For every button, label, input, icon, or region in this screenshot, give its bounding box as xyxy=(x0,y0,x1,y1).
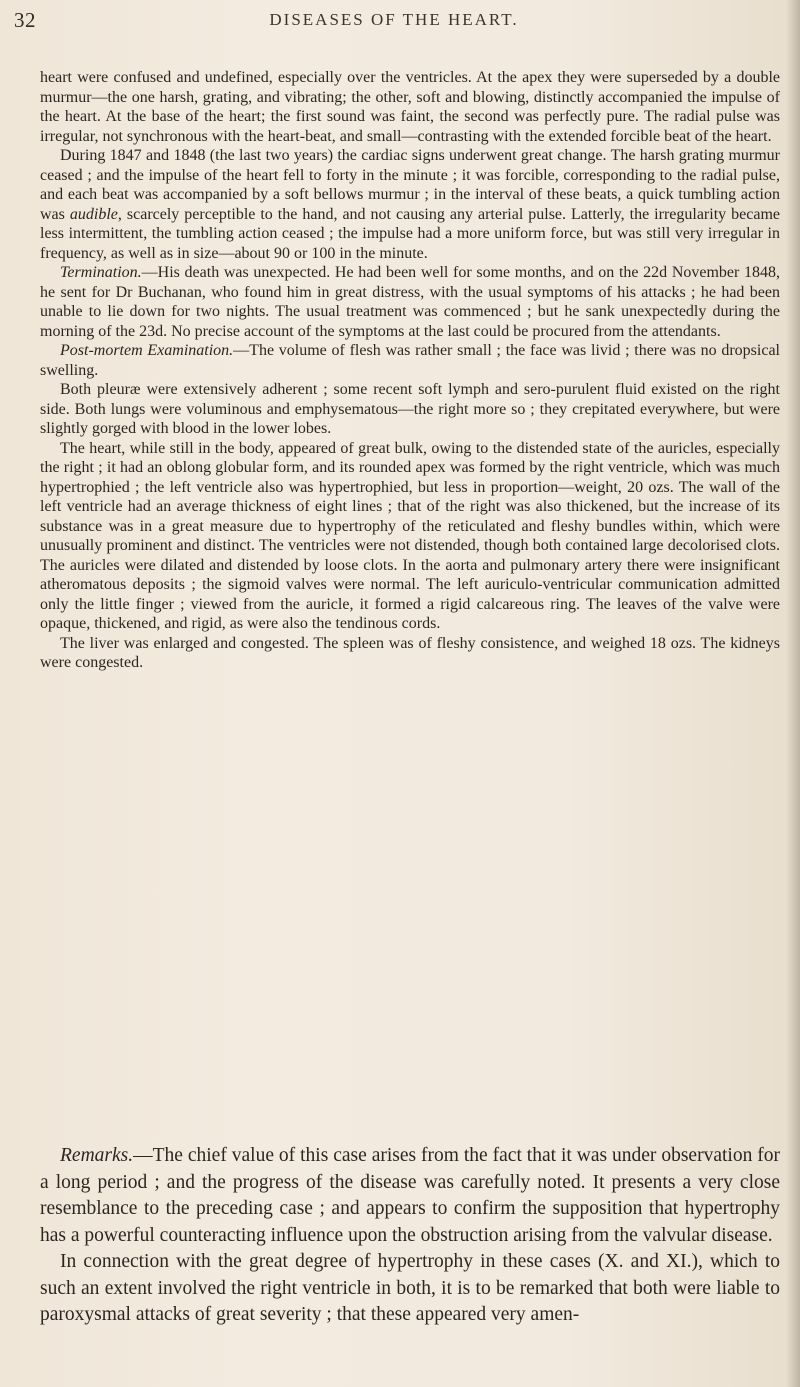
paragraph-cardiac-change-part-1: During 1847 and 1848 (the last two years) the cardiac signs underwent great change. The harsh grating murmur ceased ; and the impulse of the heart fell to forty in the minute ; it was forcible, corresponding to the radial pulse, and each beat was accompanied by a soft bellows murmur ; in the interval of these beats, a quick tumbling action was xyxy=(40,147,780,223)
running-head: DISEASES OF THE HEART. xyxy=(269,10,519,29)
paragraph-post-mortem xyxy=(40,341,780,380)
paragraph-heart-signs: heart were confused and undefined, especially over the ventricles. At the apex they were superseded by a double murmur—the one harsh, grating, and vibrating; the other, soft and blowing, distinctly accompanied the impulse of the heart. At the base of the heart; the first sound was faint, the second was perfectly pure. The radial pulse was irregular, not synchronous with the heart-beat, and small—contrasting with the extended forcible beat of the heart. xyxy=(40,69,780,145)
emphasis-audible: audible xyxy=(69,205,118,223)
page-edge-shadow xyxy=(786,0,800,1387)
termination-heading: Termination. xyxy=(60,264,142,281)
page-header xyxy=(14,8,774,38)
paragraph-cardiac-change xyxy=(40,146,780,263)
paragraph-remarks xyxy=(40,1143,780,1249)
paragraph-cardiac-change-part-2: , scarcely perceptible to the hand, and not causing any arterial pulse. Latterly, the irregularity became less intermittent, the tumbling action ceased ; the impulse had a more uniform force, but was still very irregular in frequency, as well as in size—about 90 or 100 in the minute. xyxy=(40,205,780,262)
remarks-section xyxy=(40,1143,780,1329)
post-mortem-heading: Post-mortem Examination. xyxy=(60,342,234,359)
post-mortem-text: —The volume of flesh was rather small ; the face was livid ; there was no dropsical swelling. xyxy=(40,342,780,379)
paragraph-liver-spleen: The liver was enlarged and congested. The spleen was of fleshy consistence, and weighed 18 ozs. The kidneys were congested. xyxy=(40,634,780,671)
remarks-text: —The chief value of this case arises from the fact that it was under observation for a long period ; and the progress of the disease was carefully noted. It presents a very close resemblance to the preceding case ; and appears to confirm the supposition that hypertrophy has a powerful counteracting influence upon the obstruction arising from the valvular disease. xyxy=(40,1145,780,1246)
paragraph-hypertrophy-connection: In connection with the great degree of hypertrophy in these cases (X. and XI.), which to such an extent involved the right ventricle in both, it is to be remarked that both were liable to paroxysmal attacks of great severity ; that these appeared very amen- xyxy=(40,1251,780,1325)
paragraph-pleurae-lungs: Both pleuræ were extensively adherent ; some recent soft lymph and sero-purulent fluid existed on the right side. Both lungs were voluminous and emphysematous—the right more so ; they crepitated everywhere, but were slightly gorged with blood in the lower lobes. xyxy=(40,381,780,437)
paragraph-termination xyxy=(40,263,780,341)
remarks-heading: Remarks. xyxy=(60,1145,134,1166)
termination-text: —His death was unexpected. He had been well for some months, and on the 22d November 1848, he sent for Dr Buchanan, who found him in great distress, with the usual symptoms of his attacks ; he had been unable to lie down for two nights. The usual treatment was commenced ; but he sank unexpectedly during the morning of the 23d. No precise account of the symptoms at the last could be procured from the attendants. xyxy=(40,264,780,340)
paragraph-heart-examination: The heart, while still in the body, appeared of great bulk, owing to the distended state of the auricles, especially the right ; it had an oblong globular form, and its rounded apex was formed by the right ventricle, which was much hypertrophied ; the left ventricle also was hypertrophied, but less in proportion—weight, 20 ozs. The wall of the left ventricle had an average thickness of eight lines ; that of the right was also thickened, but the increase of its substance was in a great measure due to hypertrophy of the reticulated and fleshy bundles within, which were unusually prominent and distinct. The ventricles were not distended, though both contained large decolorised clots. The auricles were dilated and distended by loose clots. In the aorta and pulmonary artery there were insignificant atheromatous deposits ; the sigmoid valves were normal. The left auriculo-ventricular communication admitted only the little finger ; viewed from the auricle, it formed a rigid calcareous ring. The leaves of the valve were opaque, thickened, and rigid, as were also the tendinous cords. xyxy=(40,439,780,632)
case-body xyxy=(40,68,780,673)
page-number: 32 xyxy=(14,8,36,32)
